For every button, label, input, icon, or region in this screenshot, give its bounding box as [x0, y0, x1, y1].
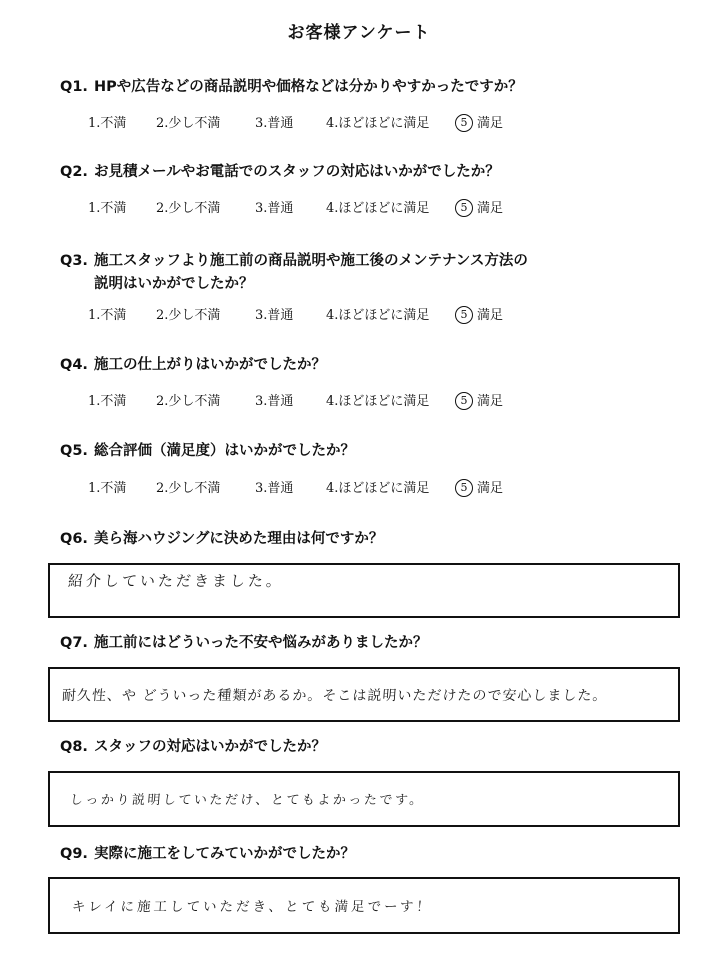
option-2-label: 少し不満	[168, 394, 221, 409]
option-number: 1.	[88, 308, 101, 323]
question-number: Q9.	[60, 846, 88, 862]
option-number: 2.	[156, 116, 169, 131]
option-number: 2.	[156, 481, 169, 496]
option-5-label: 満足	[477, 201, 504, 216]
option-2-label: 少し不満	[168, 201, 221, 216]
option-3-label: 普通	[267, 201, 294, 216]
option-3-label: 普通	[267, 394, 294, 409]
option-2-label: 少し不満	[168, 308, 221, 323]
handwritten-answer: 耐久性、や どういった種類があるか。そこは説明いただけたので安心しました。	[61, 688, 608, 704]
selected-circle: 5	[455, 199, 473, 217]
question-text: 総合評価（満足度）はいかがでしたか？	[94, 443, 355, 459]
option-number: 1.	[88, 394, 101, 409]
handwritten-answer: 紹介していただきました。	[67, 572, 285, 590]
page-title: お客様アンケート	[287, 23, 431, 43]
selected-circle: 5	[455, 306, 473, 324]
option-number: 1.	[88, 116, 101, 131]
question-text: 美ら海ハウジングに決めた理由は何ですか？	[94, 531, 384, 547]
option-3-label: 普通	[267, 481, 294, 496]
option-number: 4.	[326, 308, 339, 323]
option-2-label: 少し不満	[168, 116, 221, 131]
option-5-label: 満足	[477, 481, 504, 496]
option-number: 4.	[326, 481, 339, 496]
option-4-label: ほどほどに満足	[338, 201, 430, 216]
question-number: Q5.	[60, 443, 88, 459]
question-number: Q2.	[60, 164, 88, 180]
option-4-label: ほどほどに満足	[338, 116, 430, 131]
option-number: 2.	[156, 394, 169, 409]
question-text: 施工スタッフより施工前の商品説明や施工後のメンテナンス方法の	[94, 253, 528, 269]
question-number: Q6.	[60, 531, 88, 547]
option-number: 3.	[255, 201, 268, 216]
question-8	[60, 736, 326, 759]
option-4-label: ほどほどに満足	[338, 308, 430, 323]
option-1-label: 不満	[100, 481, 127, 496]
question-number: Q8.	[60, 739, 88, 755]
question-number: Q3.	[60, 253, 88, 269]
question-9	[60, 843, 355, 866]
option-3-label: 普通	[267, 116, 294, 131]
option-5-label: 満足	[477, 308, 504, 323]
option-1-label: 不満	[100, 116, 127, 131]
option-number: 4.	[326, 201, 339, 216]
handwritten-answer: しっかり説明していただけ、とてもよかったです。	[69, 793, 426, 808]
question-7	[60, 632, 428, 655]
option-1-label: 不満	[100, 201, 127, 216]
option-number: 3.	[255, 116, 268, 131]
option-3-label: 普通	[267, 308, 294, 323]
question-number: Q1.	[60, 79, 88, 95]
option-5-label: 満足	[477, 394, 504, 409]
question-text: 施工前にはどういった不安や悩みがありましたか？	[94, 635, 428, 651]
question-number: Q7.	[60, 635, 88, 651]
question-4	[60, 354, 326, 377]
option-number: 4.	[326, 394, 339, 409]
question-text: 実際に施工をしてみていかがでしたか？	[94, 846, 355, 862]
answer-box-q7[interactable]	[48, 667, 680, 722]
question-5	[60, 440, 355, 463]
handwritten-answer: キレイに施工していただき、とても満足でーす！	[71, 899, 434, 915]
option-1-label: 不満	[100, 308, 127, 323]
answer-box-q6[interactable]	[48, 563, 680, 618]
option-2-label: 少し不満	[168, 481, 221, 496]
question-1	[60, 76, 523, 99]
question-text: HPや広告などの商品説明や価格などは分かりやすかったですか？	[94, 79, 523, 95]
option-number: 2.	[156, 201, 169, 216]
option-1-label: 不満	[100, 394, 127, 409]
answer-box-q9[interactable]	[48, 877, 680, 934]
option-number: 4.	[326, 116, 339, 131]
option-number: 2.	[156, 308, 169, 323]
selected-circle: 5	[455, 114, 473, 132]
question-6	[60, 528, 383, 551]
option-number: 3.	[255, 481, 268, 496]
answer-box-q8[interactable]	[48, 771, 680, 827]
option-number: 1.	[88, 201, 101, 216]
option-4-label: ほどほどに満足	[338, 481, 430, 496]
selected-circle: 5	[455, 392, 473, 410]
question-3	[60, 250, 528, 296]
option-number: 1.	[88, 481, 101, 496]
option-number: 3.	[255, 308, 268, 323]
question-text: スタッフの対応はいかがでしたか？	[94, 739, 326, 755]
question-text: お見積メールやお電話でのスタッフの対応はいかがでしたか？	[94, 164, 500, 180]
question-text-continued: 説明はいかがでしたか？	[94, 276, 254, 292]
selected-circle: 5	[455, 479, 473, 497]
question-2	[60, 161, 500, 184]
question-number: Q4.	[60, 357, 88, 373]
option-number: 3.	[255, 394, 268, 409]
option-5-label: 満足	[477, 116, 504, 131]
option-4-label: ほどほどに満足	[338, 394, 430, 409]
question-text: 施工の仕上がりはいかがでしたか？	[94, 357, 326, 373]
